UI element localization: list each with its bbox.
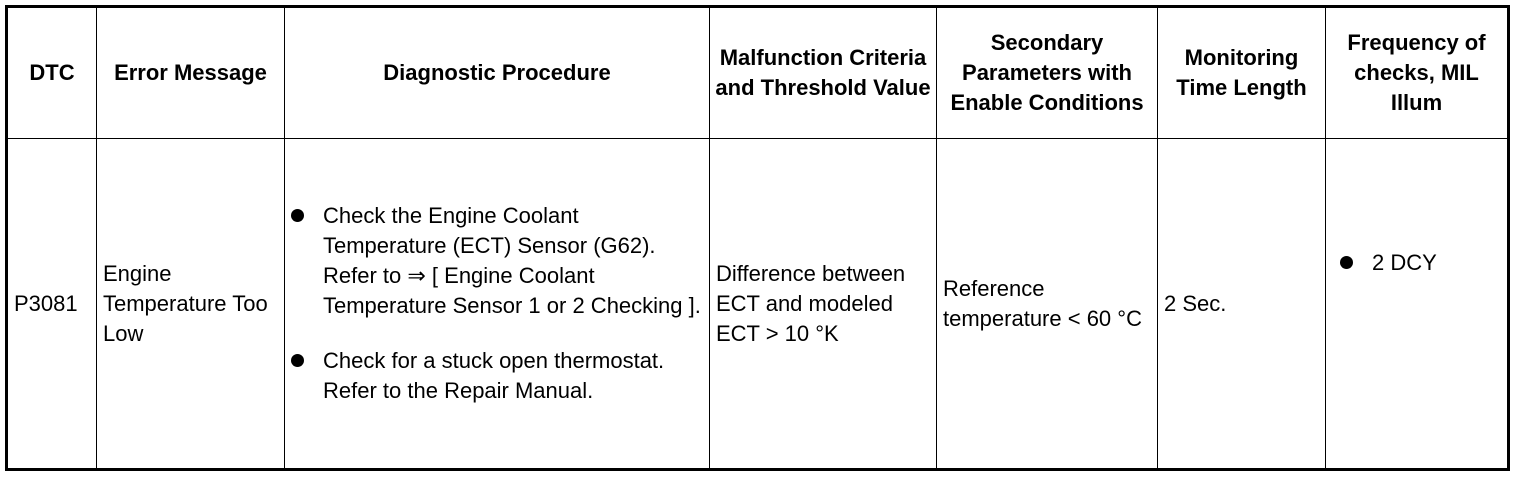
header-secondary-parameters: Secondary Parameters with Enable Conditions (937, 7, 1158, 139)
bullet-icon (291, 209, 304, 222)
secondary-parameters: Reference temperature < 60 °C (937, 139, 1158, 470)
diagnostic-procedure (285, 139, 710, 470)
procedure-step (291, 201, 703, 321)
frequency-cell (1326, 139, 1509, 470)
error-message: Engine Temperature Too Low (97, 139, 285, 470)
header-malfunction-criteria: Malfunction Criteria and Threshold Value (710, 7, 937, 139)
header-monitoring-time: Monitoring Time Length (1158, 7, 1326, 139)
procedure-step-text: Check for a stuck open thermostat. Refer to the Repair Manual. (323, 348, 665, 403)
procedure-step-text: Check the Engine Coolant Temperature (ECT) Sensor (G62). Refer to ⇒ [ Engine Coolant Temperature Sensor 1 or 2 Checking ]. (323, 203, 701, 318)
bullet-icon (291, 354, 304, 367)
procedure-step (291, 346, 703, 406)
dtc-table (5, 5, 1510, 471)
procedure-list (291, 201, 703, 406)
monitoring-time: 2 Sec. (1158, 139, 1326, 470)
bullet-icon (1340, 256, 1353, 269)
malfunction-criteria: Difference between ECT and modeled ECT > 10 °K (710, 139, 937, 470)
header-diagnostic-procedure: Diagnostic Procedure (285, 7, 710, 139)
frequency-text: 2 DCY (1372, 249, 1437, 275)
header-dtc: DTC (7, 7, 97, 139)
header-row (7, 7, 1509, 139)
header-frequency: Frequency of checks, MIL Illum (1326, 7, 1509, 139)
dtc-code: P3081 (7, 139, 97, 470)
table-row (7, 139, 1509, 470)
frequency-item (1340, 248, 1437, 278)
header-error-message: Error Message (97, 7, 285, 139)
